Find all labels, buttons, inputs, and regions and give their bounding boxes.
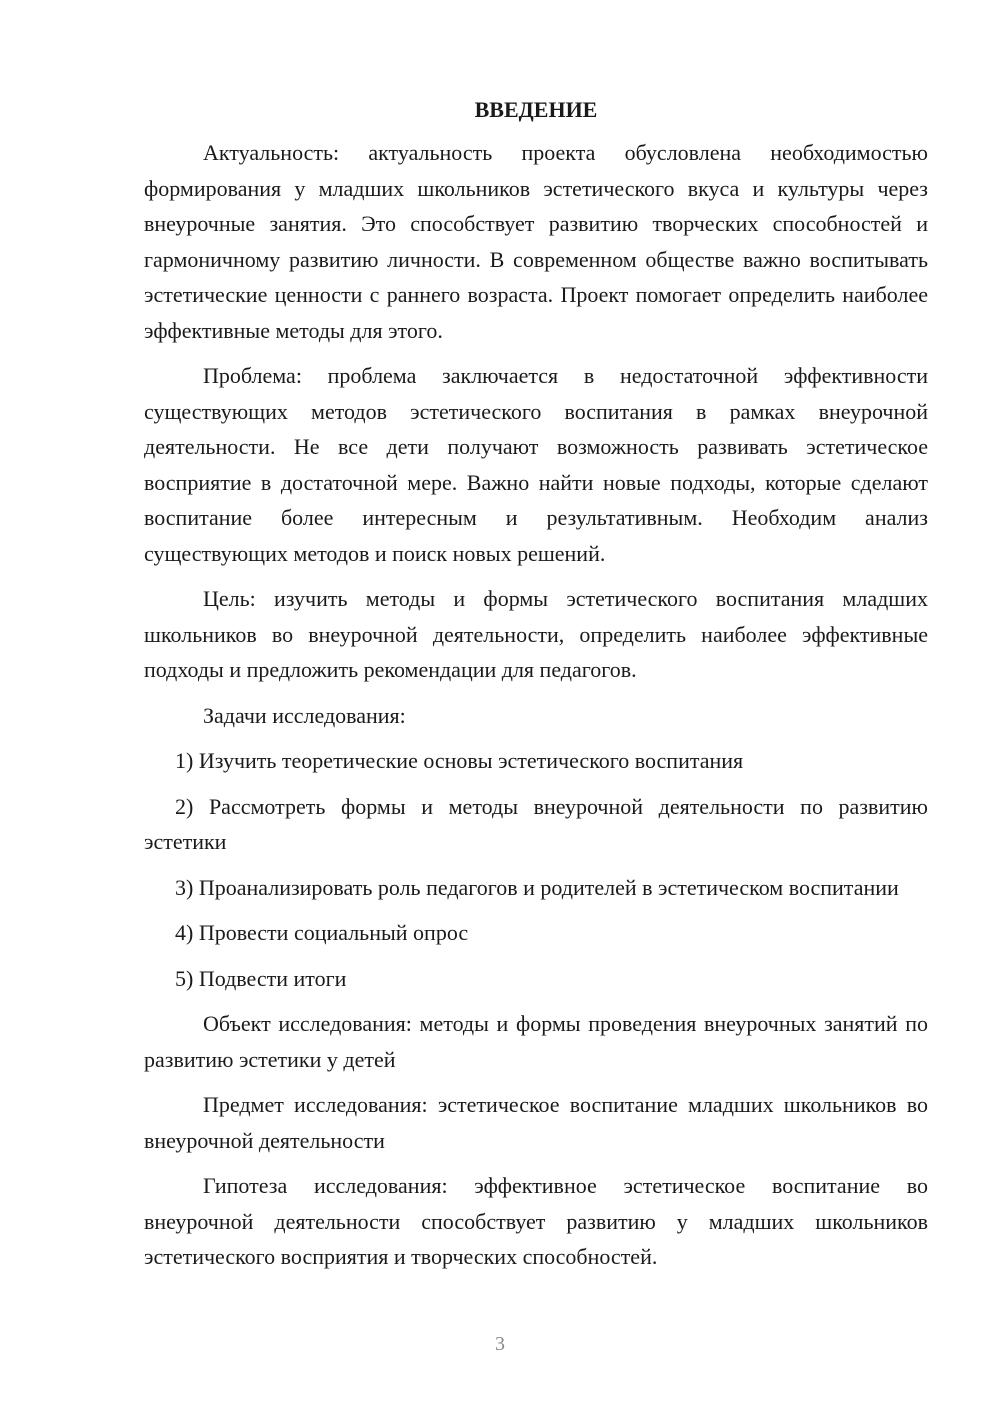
goal-paragraph: Цель: изучить методы и формы эстетического воспитания младших школьников во внеурочной деятельности, определить наиболее эффективные подходы и предложить рекомендации для педагогов. <box>144 586 928 682</box>
task-item: 5) Подвести итоги <box>175 965 347 991</box>
relevance-paragraph: Актуальность: актуальность проекта обусловлена необходимостью формирования у младших школьников эстетического вкуса и культуры через внеурочные занятия. Это способствует развитию творческих способностей и гармоничному развитию личности. В современном обществе важно воспитывать эстетические ценности с раннего возраста. Проект помогает определить наиболее эффективные методы для этого. <box>144 140 928 343</box>
tasks-heading: Задачи исследования: <box>203 702 406 728</box>
subject-paragraph: Предмет исследования: эстетическое воспитание младших школьников во внеурочной деятельности <box>144 1092 928 1153</box>
page-content <box>144 95 928 1285</box>
page-title: ВВЕДЕНИЕ <box>474 97 598 122</box>
task-item: 2) Рассмотреть формы и методы внеурочной деятельности по развитию эстетики <box>144 793 928 854</box>
page-number: 3 <box>495 1333 505 1355</box>
object-paragraph: Объект исследования: методы и формы проведения внеурочных занятий по развитию эстетики у детей <box>144 1011 928 1072</box>
problem-paragraph: Проблема: проблема заключается в недостаточной эффективности существующих методов эстетического воспитания в рамках внеурочной деятельности. Не все дети получают возможность развивать эстетическое восприятие в достаточной мере. Важно найти новые подходы, которые сделают воспитание более интересным и результативным. Необходим анализ существующих методов и поиск новых решений. <box>144 363 928 566</box>
hypothesis-paragraph: Гипотеза исследования: эффективное эстетическое воспитание во внеурочной деятельности способствует развитию у младших школьников эстетического восприятия и творческих способностей. <box>144 1173 928 1269</box>
task-item: 1) Изучить теоретические основы эстетического воспитания <box>175 748 744 773</box>
task-item: 4) Провести социальный опрос <box>175 920 469 945</box>
task-item: 3) Проанализировать роль педагогов и родителей в эстетическом воспитании <box>175 874 899 900</box>
